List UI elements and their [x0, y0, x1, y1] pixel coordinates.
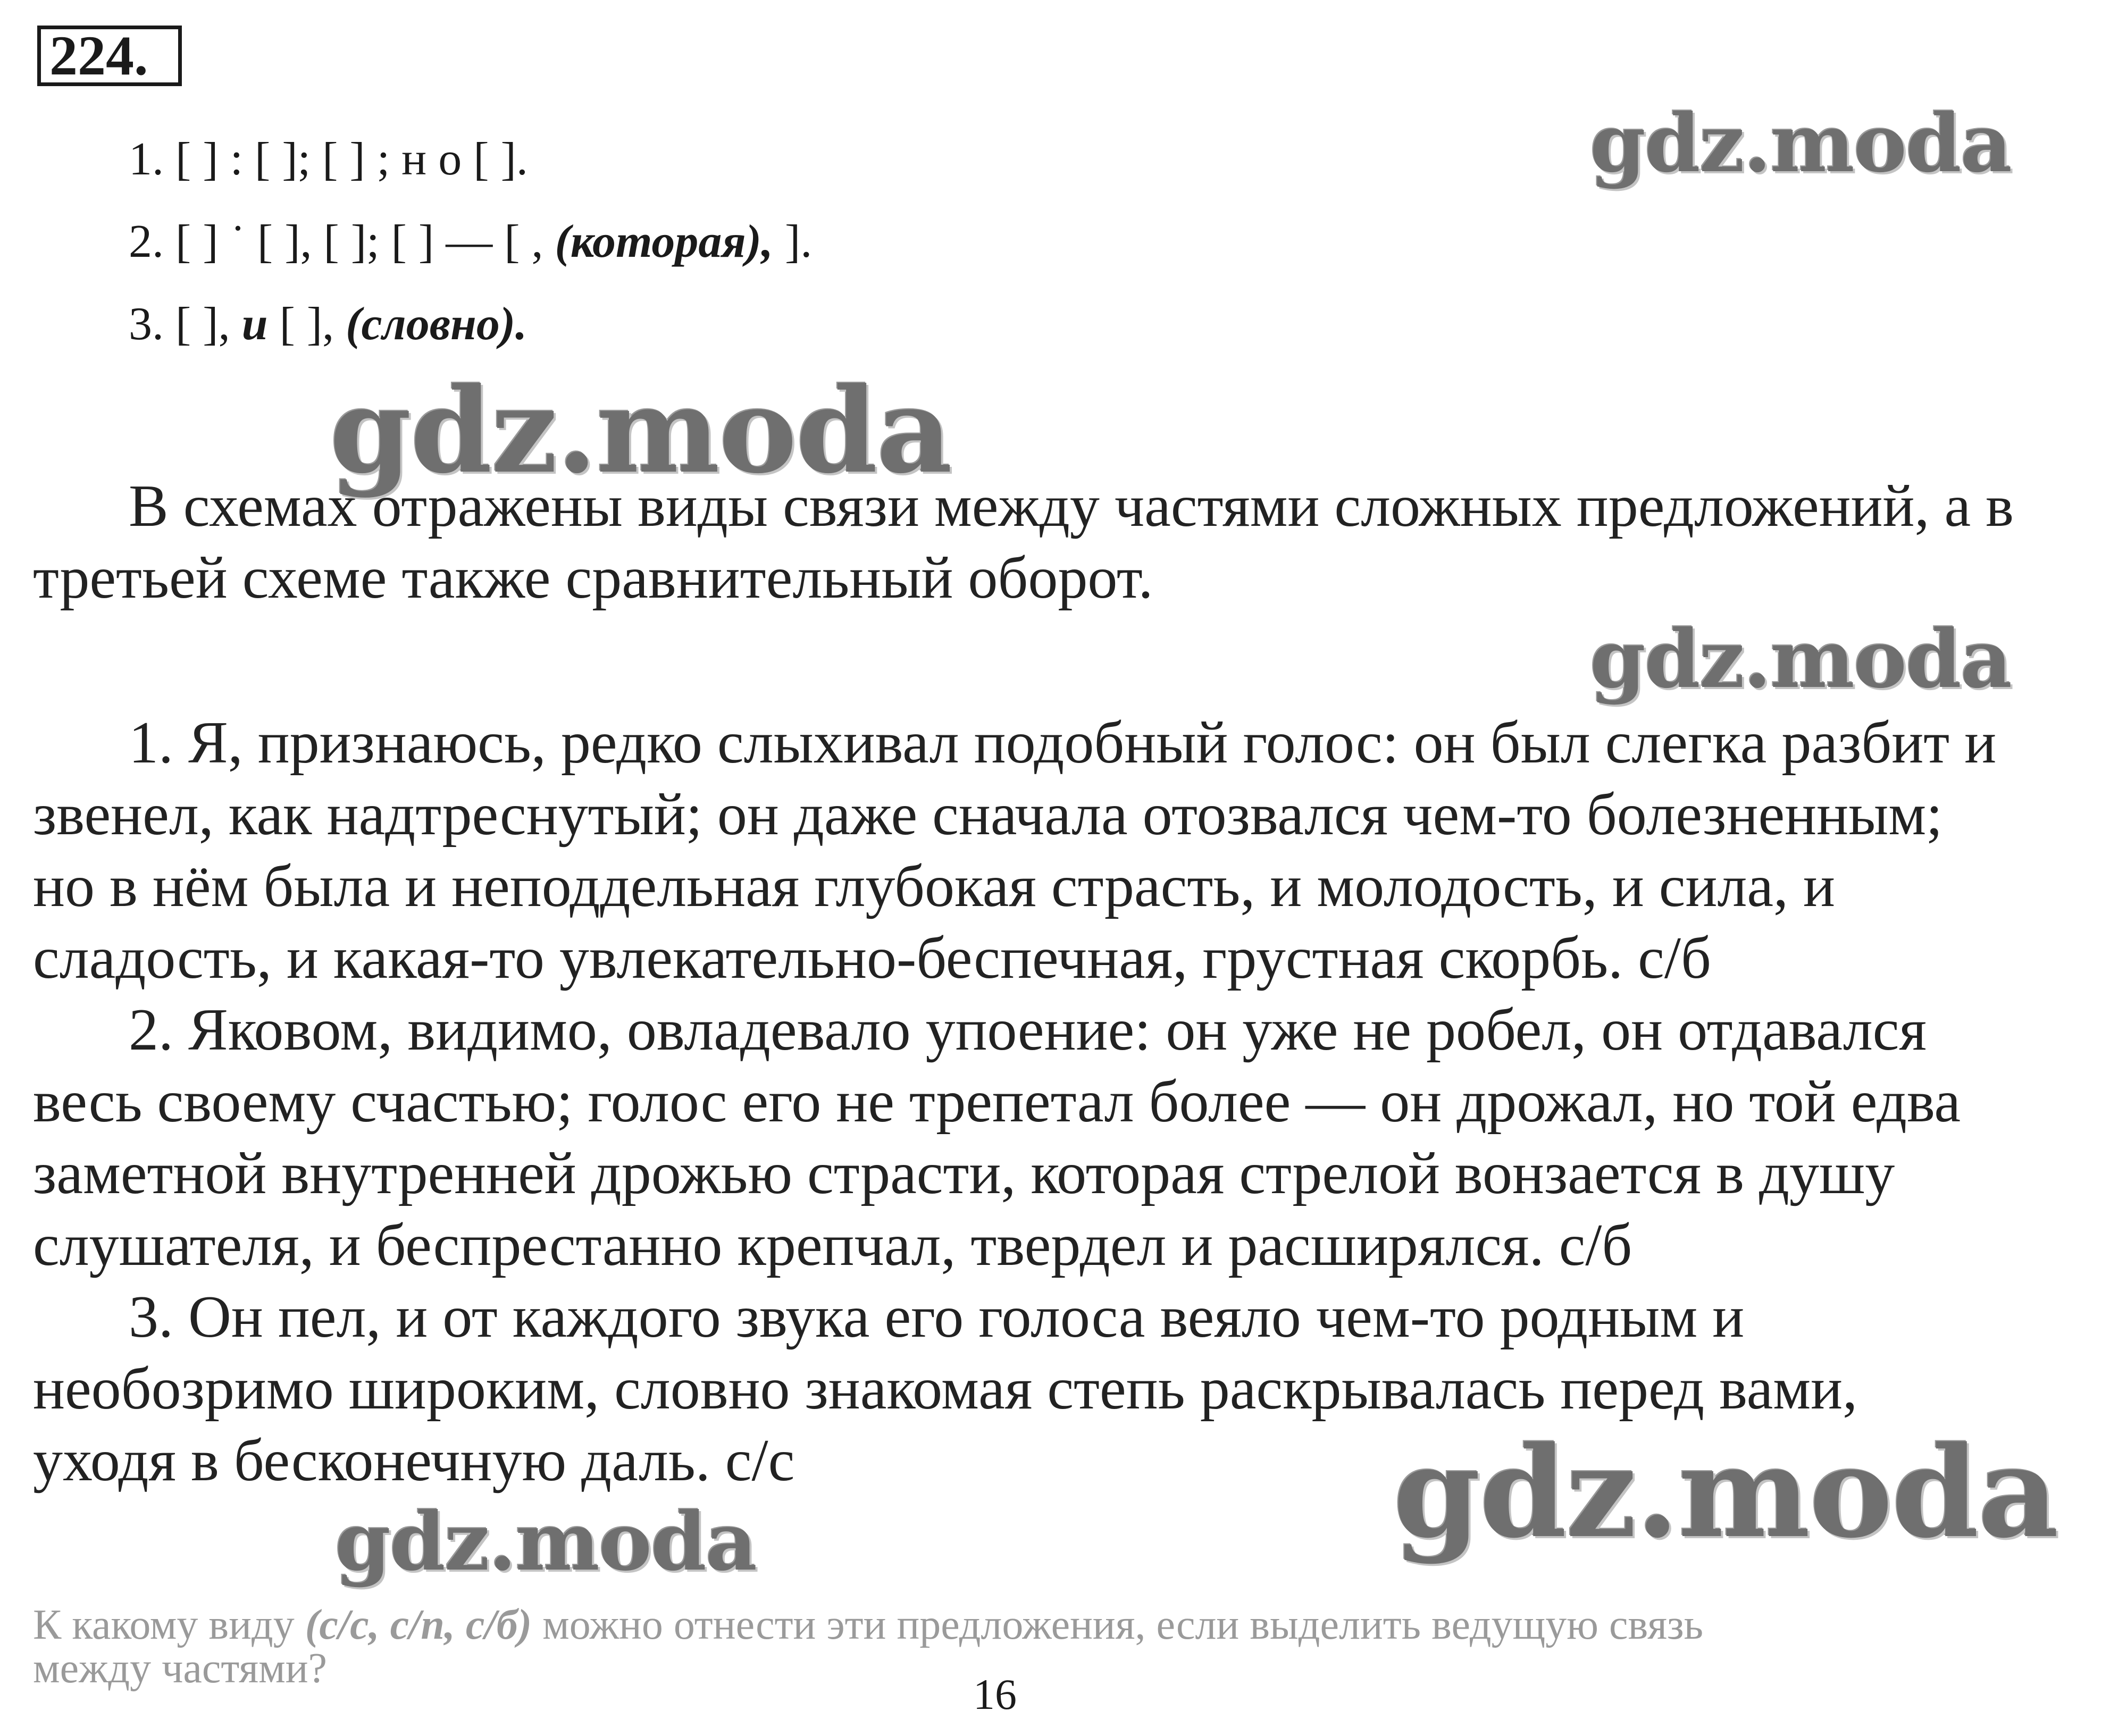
sentences-block: [33, 707, 2107, 1497]
sentence-2-line-4: слушателя, и беспрестанно крепчал, твердел и расширялся. с/б: [33, 1212, 1632, 1278]
watermark-2: gdz.moda: [330, 362, 952, 499]
page-number: 16: [973, 1670, 1017, 1718]
scheme-1: [129, 133, 528, 186]
sentence-1-line-2: звенел, как надтреснутый; он даже сначала отозвался чем-то болезненным;: [33, 782, 1943, 848]
watermark-5: gdz.moda: [335, 1495, 757, 1589]
scheme-2: [129, 215, 812, 269]
watermark-4: gdz.moda: [1393, 1419, 2058, 1566]
intro-line-1: В схемах отражены виды связи между частями сложных предложений, а в: [129, 473, 2014, 539]
exercise-number-dot: .: [134, 24, 148, 87]
exercise-number-box: [37, 26, 182, 86]
scheme-1-text: 1. [ ] : [ ]; [ ] ; н о [ ].: [129, 133, 528, 185]
sentence-2-line-1: 2. Яковом, видимо, овладевало упоение: он уже не робел, он отдавался: [129, 997, 1927, 1063]
watermark-3: gdz.moda: [1590, 613, 2012, 706]
sentence-2-line-3: заметной внутренней дрожью страсти, которая стрелой вонзается в душу: [33, 1140, 1895, 1206]
question-line-2: между частями?: [33, 1645, 328, 1692]
scheme-2-suffix: ].: [773, 216, 813, 267]
sentence-1-line-4: сладость, и какая-то увлекательно-беспечная, грустная скорбь. с/б: [33, 925, 1711, 991]
watermark-1: gdz.moda: [1590, 97, 2012, 190]
scheme-2-bold: (которая),: [555, 216, 773, 267]
sentence-3-line-2: необозримо широким, словно знакомая степь раскрывалась перед вами,: [33, 1356, 1858, 1422]
question-text: [33, 1603, 1703, 1690]
sentence-3-line-3: уходя в бесконечную даль. с/с: [33, 1428, 795, 1494]
sentence-1-line-3: но в нём была и неподдельная глубокая страсть, и молодость, и сила, и: [33, 853, 1835, 919]
question-pre: К какому виду: [33, 1601, 305, 1648]
exercise-number: 224: [49, 24, 134, 87]
sentence-1-line-1: 1. Я, признаюсь, редко слыхивал подобный голос: он был слегка разбит и: [129, 710, 1997, 776]
scheme-3-text: 3. [ ],: [129, 298, 242, 350]
scheme-3-middle: [ ],: [267, 298, 346, 350]
intro-line-2: третьей схеме также сравнительный оборот.: [33, 545, 1153, 611]
scheme-2-text: 2. [ ] ˙ [ ], [ ]; [ ] — [ ,: [129, 216, 555, 267]
question-bold: (с/с, с/п, с/б): [305, 1601, 532, 1648]
sentence-3-line-1: 3. Он пел, и от каждого звука его голоса веяло чем-то родным и: [129, 1284, 1745, 1350]
sentence-2-line-2: весь своему счастью; голос его не трепетал более — он дрожал, но той едва: [33, 1069, 1961, 1135]
scheme-3-bold-slovno: (словно).: [346, 298, 527, 350]
scheme-3: [129, 298, 527, 351]
question-post: можно отнести эти предложения, если выделить ведущую связь: [532, 1601, 1704, 1648]
scheme-3-bold-and: и: [241, 298, 268, 350]
